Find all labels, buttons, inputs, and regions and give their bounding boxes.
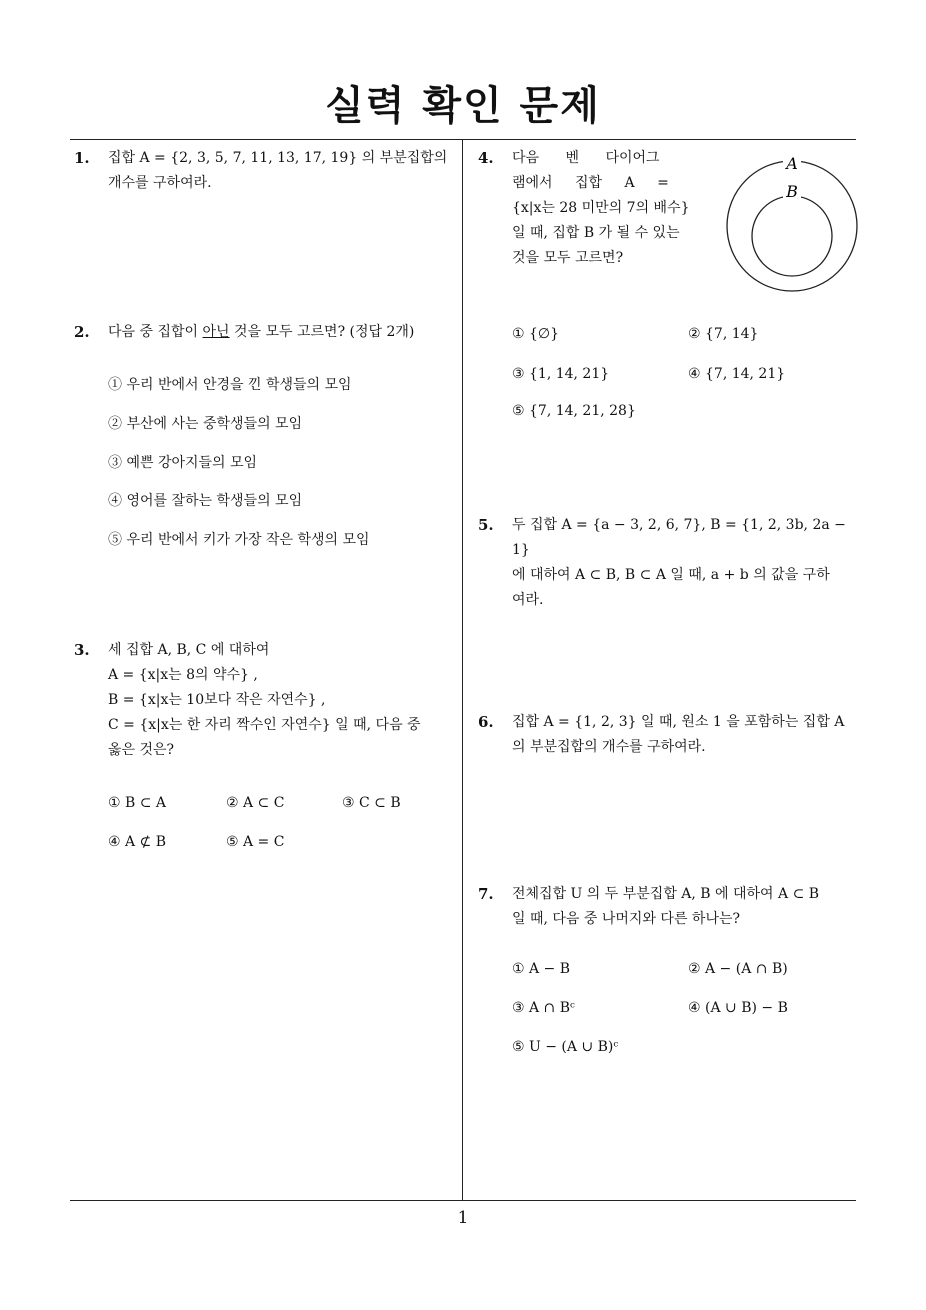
option: ④ 영어를 잘하는 학생들의 모임 — [108, 493, 303, 509]
question-3 — [74, 638, 458, 763]
question-number: 6. — [478, 713, 494, 731]
question-text — [108, 320, 458, 345]
question-4 — [478, 146, 704, 271]
question-text: 집합 A = {2, 3, 5, 7, 11, 13, 17, 19} 의 부분집합의 개수를 구하여라. — [108, 150, 448, 191]
question-number: 1. — [74, 149, 90, 167]
bottom-rule — [70, 1200, 856, 1201]
question-6 — [478, 710, 862, 760]
question-line: 일 때, 집합 B 가 될 수 있는 — [512, 225, 680, 241]
question-line: 에 대하여 A ⊂ B, B ⊂ A 일 때, a + b 의 값을 구하 — [512, 567, 830, 583]
question-5 — [478, 513, 862, 613]
question-line: 램에서 집합 A = — [512, 175, 669, 191]
venn-label-b: B — [786, 182, 798, 201]
option: ⑤ A = C — [226, 834, 285, 850]
question-line: 두 집합 A = {a − 3, 2, 6, 7}, B = {1, 2, 3b, 2a − 1} — [512, 517, 846, 558]
option: ③ {1, 14, 21} — [512, 366, 610, 382]
set-b-circle — [752, 196, 832, 276]
question-line: 집합 A = {1, 2, 3} 일 때, 원소 1 을 포함하는 집합 A — [512, 714, 845, 730]
question-line: 것을 모두 고르면? — [512, 250, 624, 266]
option: ⑤ U − (A ∪ B)ᶜ — [512, 1039, 619, 1055]
venn-label-a: A — [786, 154, 798, 173]
option: ④ A ⊄ B — [108, 834, 167, 850]
question-number: 4. — [478, 149, 494, 167]
option: ② A ⊂ C — [226, 795, 285, 811]
option: ② 부산에 사는 중학생들의 모임 — [108, 416, 303, 432]
question-line: 전체집합 U 의 두 부분집합 A, B 에 대하여 A ⊂ B — [512, 886, 820, 902]
option: ③ A ∩ Bᶜ — [512, 1000, 575, 1016]
option: ① A − B — [512, 961, 571, 977]
option: ① B ⊂ A — [108, 795, 167, 811]
question-line: 옳은 것은? — [108, 742, 175, 758]
question-line: B = {x|x는 10보다 작은 자연수} , — [108, 692, 326, 708]
column-divider — [462, 139, 463, 1201]
question-number: 3. — [74, 641, 90, 659]
question-line: C = {x|x는 한 자리 짝수인 자연수} 일 때, 다음 중 — [108, 717, 421, 733]
question-text-part: 다음 중 집합이 — [108, 324, 203, 340]
option: ③ C ⊂ B — [342, 795, 401, 811]
question-line: {x|x는 28 미만의 7의 배수} — [512, 200, 690, 216]
option: ⑤ {7, 14, 21, 28} — [512, 403, 636, 419]
underlined-word: 아닌 — [202, 324, 230, 340]
option: ⑤ 우리 반에서 키가 가장 작은 학생의 모임 — [108, 532, 370, 548]
option: ② A − (A ∩ B) — [688, 961, 788, 977]
option: ④ {7, 14, 21} — [688, 366, 786, 382]
question-line: 일 때, 다음 중 나머지와 다른 하나는? — [512, 911, 740, 927]
question-line: 세 집합 A, B, C 에 대하여 — [108, 642, 270, 658]
venn-diagram — [722, 152, 862, 294]
question-number: 2. — [74, 323, 90, 341]
set-a-circle — [727, 161, 857, 291]
page-number: 1 — [457, 1208, 469, 1228]
question-line: 여라. — [512, 592, 544, 608]
question-text-part: 것을 모두 고르면? (정답 2개) — [229, 324, 415, 340]
option: ① {∅} — [512, 326, 560, 342]
option: ① 우리 반에서 안경을 낀 학생들의 모임 — [108, 377, 352, 393]
top-rule — [70, 139, 856, 140]
page-title: 실력 확인 문제 — [325, 83, 601, 129]
question-line: A = {x|x는 8의 약수} , — [108, 667, 258, 683]
option: ③ 예쁜 강아지들의 모임 — [108, 455, 258, 471]
question-1 — [74, 146, 458, 196]
question-2 — [74, 320, 458, 345]
question-7 — [478, 882, 862, 932]
option: ④ (A ∪ B) − B — [688, 1000, 788, 1016]
question-line: 다음 벤 다이어그 — [512, 150, 660, 166]
question-number: 5. — [478, 516, 494, 534]
question-line: 의 부분집합의 개수를 구하여라. — [512, 739, 706, 755]
question-number: 7. — [478, 885, 494, 903]
option: ② {7, 14} — [688, 326, 759, 342]
